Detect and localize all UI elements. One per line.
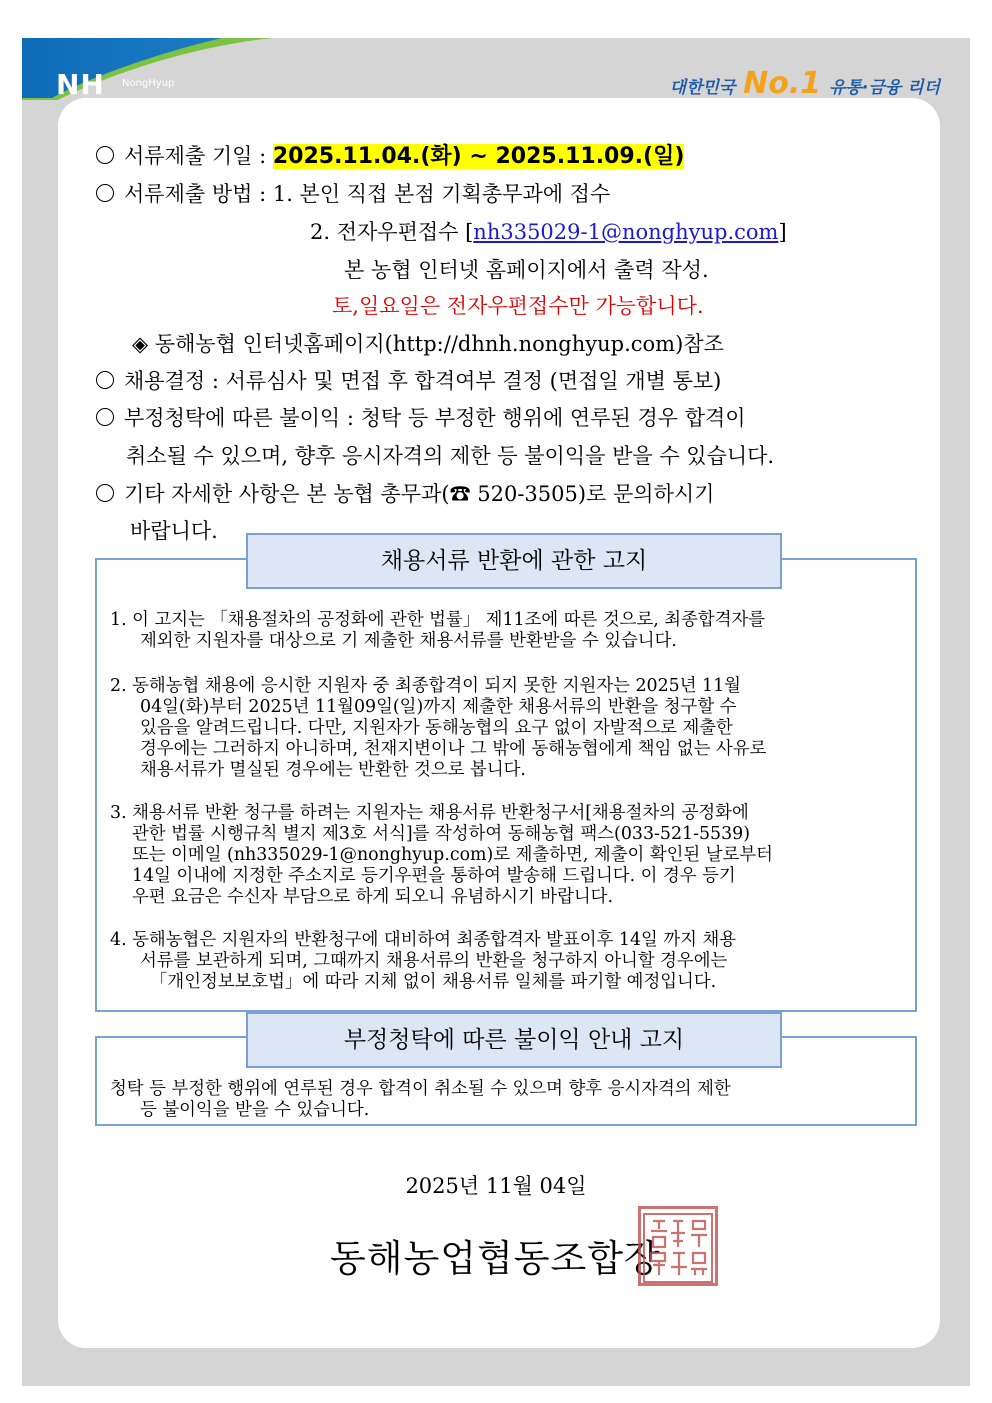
return-p3-l5: 우편 요금은 수신자 부담으로 하게 되오니 유념하시기 바랍니다. <box>132 887 614 907</box>
etc-line-1 <box>96 481 714 507</box>
return-p2-l4: 경우에는 그러하지 아니하며, 천재지변이나 그 밖에 동해농협에게 책임 없는 사유로 <box>140 739 767 759</box>
return-p1-l2: 제외한 지원자를 대상으로 기 제출한 채용서류를 반환받을 수 있습니다. <box>140 631 677 651</box>
return-p2-l5: 채용서류가 멸실된 경우에는 반환한 것으로 봅니다. <box>140 760 526 780</box>
penalty-notice-l1: 청탁 등 부정한 행위에 연루된 경우 합격이 취소될 수 있으며 향후 응시자격의 제한 <box>110 1079 731 1099</box>
circle-bullet-icon <box>96 184 114 202</box>
circle-bullet-icon <box>96 408 114 426</box>
issue-date: 2025년 11월 04일 <box>405 1174 587 1198</box>
weekend-note: 토,일요일은 전자우편접수만 가능합니다. <box>332 294 704 318</box>
seal-pattern-icon <box>641 1211 715 1285</box>
slogan-no1: No.1 <box>743 66 822 101</box>
return-p2-l2: 04일(화)부터 2025년 11월09일(일)까지 제출한 채용서류의 반환을 청구할 수 <box>140 697 737 717</box>
return-p3-l2: 관한 법률 시행규칙 별지 제3호 서식]를 작성하여 동해농협 팩스(033-521-5539) <box>132 824 751 844</box>
method-2-line <box>310 219 787 245</box>
slogan-suffix: 유통·금융 리더 <box>829 78 940 98</box>
return-p4-l1: 4. 동해농협은 지원자의 반환청구에 대비하여 최종합격자 발표이후 14일 까지 채용 <box>110 930 737 950</box>
email-link[interactable]: nh335029-1@nonghyup.com <box>473 220 779 244</box>
decision-line <box>96 368 721 394</box>
signer-name: 동해농업협동조합장 <box>330 1237 661 1280</box>
return-p4-l3: 「개인정보보호법」에 따라 지체 없이 채용서류 일체를 파기할 예정입니다. <box>150 972 717 992</box>
penalty-notice-body <box>110 1079 900 1121</box>
nh-logo: NH <box>56 68 105 101</box>
slogan <box>670 66 940 101</box>
period-line <box>96 143 684 170</box>
method-2-suffix: ] <box>778 220 787 244</box>
nh-logo-sub: NongHyup <box>122 78 175 89</box>
return-notice-title: 채용서류 반환에 관한 고지 <box>246 533 782 589</box>
penalty-line-1 <box>96 405 746 431</box>
circle-bullet-icon <box>96 484 114 502</box>
return-p3-l3: 또는 이메일 (nh335029-1@nonghyup.com)로 제출하면, 제출이 확인된 날로부터 <box>132 845 773 865</box>
return-p2-l1: 2. 동해농협 채용에 응시한 지원자 중 최종합격이 되지 못한 지원자는 2025년 11월 <box>110 676 741 696</box>
return-p2-l3: 있음을 알려드립니다. 다만, 지원자가 동해농협의 요구 없이 자발적으로 제출한 <box>140 718 733 738</box>
method-1: 1. 본인 직접 본점 기획총무과에 접수 <box>272 182 611 206</box>
method-line <box>96 181 610 207</box>
circle-bullet-icon <box>96 146 114 164</box>
return-p1-l1: 1. 이 고지는 「채용절차의 공정화에 관한 법률」 제11조에 따른 것으로, 최종합격자를 <box>110 610 766 630</box>
period-value: 2025.11.04.(화) ~ 2025.11.09.(일) <box>272 144 685 169</box>
method-2-prefix: 2. 전자우편접수 [ <box>310 220 474 244</box>
penalty-notice-l2: 등 불이익을 받을 수 있습니다. <box>140 1100 370 1120</box>
slogan-prefix: 대한민국 <box>669 78 736 98</box>
decision-text: 채용결정 : 서류심사 및 면접 후 합격여부 결정 (면접일 개별 통보) <box>124 369 722 393</box>
etc-text-1: 기타 자세한 사항은 본 농협 총무과(☎ 520-3505)로 문의하시기 <box>124 482 715 506</box>
return-p3-l4: 14일 이내에 지정한 주소지로 등기우편을 통하여 발송해 드립니다. 이 경우 등기 <box>132 866 736 886</box>
method-note: 본 농협 인터넷 홈페이지에서 출력 작성. <box>344 258 709 282</box>
etc-line-2: 바랍니다. <box>130 519 218 543</box>
official-seal-stamp <box>638 1206 718 1286</box>
circle-bullet-icon <box>96 371 114 389</box>
penalty-line-2: 취소될 수 있으며, 향후 응시자격의 제한 등 불이익을 받을 수 있습니다. <box>126 444 775 468</box>
method-label: 서류제출 방법 : <box>124 182 267 206</box>
return-notice-body <box>110 610 900 993</box>
homepage-note: ◈ 동해농협 인터넷홈페이지(http://dhnh.nonghyup.com)참조 <box>132 332 724 356</box>
return-p4-l2: 서류를 보관하게 되며, 그때까지 채용서류의 반환을 청구하지 아니할 경우에는 <box>140 951 728 971</box>
period-label: 서류제출 기일 : <box>124 144 267 168</box>
return-p3-l1: 3. 채용서류 반환 청구를 하려는 지원자는 채용서류 반환청구서[채용절차의 공정화에 <box>110 803 749 823</box>
penalty-text-1: 부정청탁에 따른 불이익 : 청탁 등 부정한 행위에 연루된 경우 합격이 <box>124 406 746 430</box>
penalty-notice-title: 부정청탁에 따른 불이익 안내 고지 <box>246 1012 782 1068</box>
